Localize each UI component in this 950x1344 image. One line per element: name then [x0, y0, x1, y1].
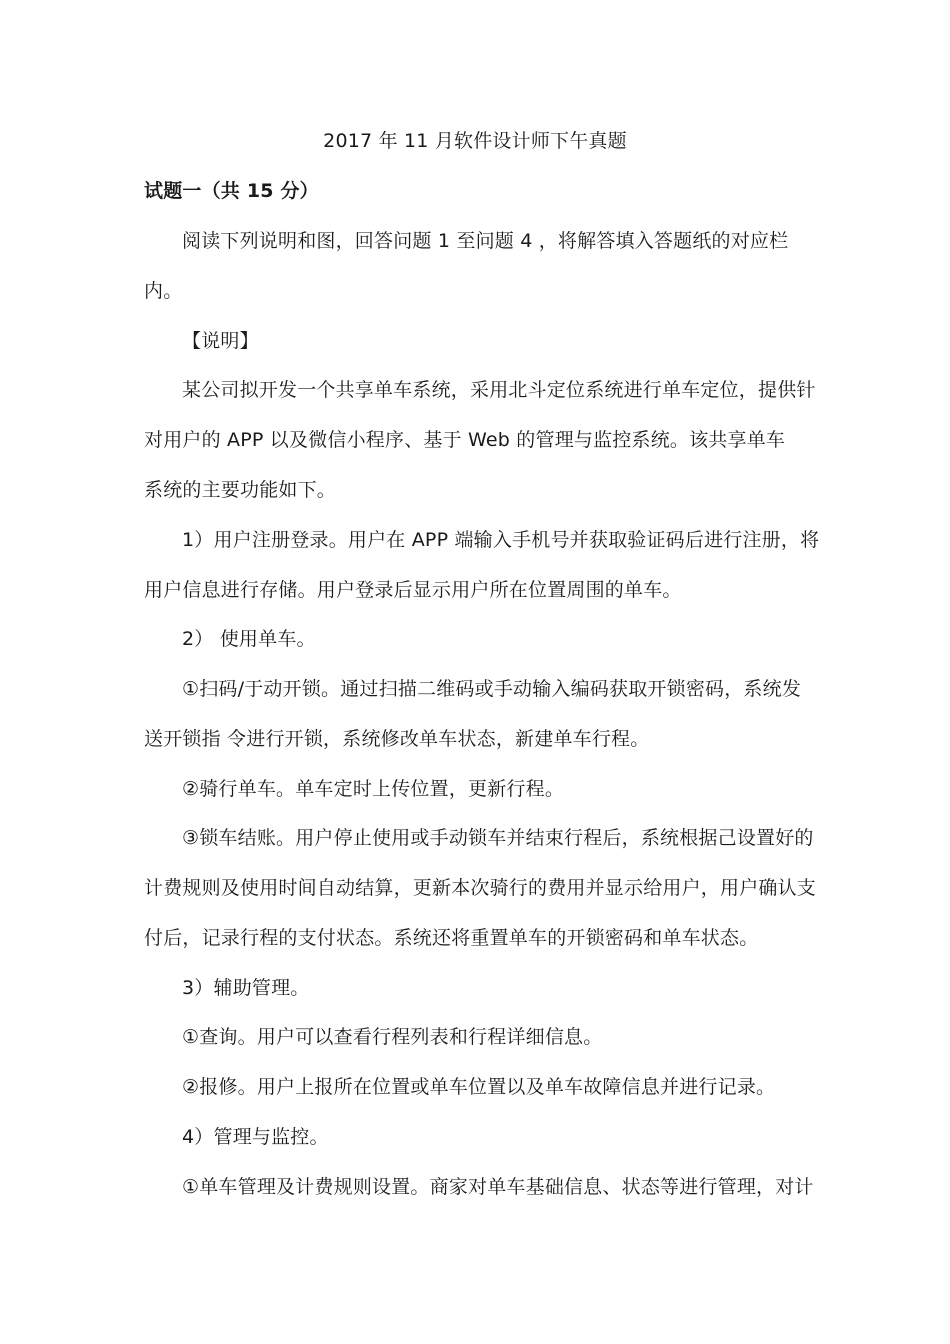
paragraph-line: ①单车管理及计费规则设置。商家对单车基础信息、状态等进行管理，对计 [182, 1176, 814, 1198]
paragraph-line: 内。 [144, 280, 183, 302]
paragraph-line: 某公司拟开发一个共享单车系统，采用北斗定位系统进行单车定位，提供针 [182, 379, 816, 401]
paragraph-line: ②报修。用户上报所在位置或单车位置以及单车故障信息并进行记录。 [182, 1076, 776, 1098]
paragraph-line: 付后，记录行程的支付状态。系统还将重置单车的开锁密码和单车状态。 [144, 927, 759, 949]
paragraph-line: 【说明】 [182, 330, 259, 352]
paragraph-line: 计费规则及使用时间自动结算，更新本次骑行的费用并显示给用户，用户确认支 [144, 877, 817, 899]
paragraph-line: 用户信息进行存储。用户登录后显示用户所在位置周围的单车。 [144, 579, 682, 601]
paragraph-line: 1）用户注册登录。用户在 APP 端输入手机号并获取验证码后进行注册，将 [182, 529, 820, 551]
paragraph-line: ①查询。用户可以查看行程列表和行程详细信息。 [182, 1026, 603, 1048]
section-heading: 试题一（共 15 分） [144, 180, 319, 202]
paragraph-line: 3）辅助管理。 [182, 977, 310, 999]
paragraph-line: 2） 使用单车。 [182, 628, 316, 650]
document-title: 2017 年 11 月软件设计师下午真题 [323, 130, 627, 152]
paragraph-line: 送开锁指 令进行开锁，系统修改单车状态，新建单车行程。 [144, 728, 650, 750]
paragraph-line: ③锁车结账。用户停止使用或手动锁车并结束行程后，系统根据己设置好的 [182, 827, 814, 849]
paragraph-line: 对用户的 APP 以及微信小程序、基于 Web 的管理与监控系统。该共享单车 [144, 429, 786, 451]
paragraph-line: 4）管理与监控。 [182, 1126, 329, 1148]
paragraph-line: 阅读下列说明和图，回答问题 1 至问题 4 ，将解答填入答题纸的对应栏 [182, 230, 789, 252]
paragraph-line: ②骑行单车。单车定时上传位置，更新行程。 [182, 778, 565, 800]
paragraph-line: 系统的主要功能如下。 [144, 479, 337, 501]
paragraph-line: ①扫码/于动开锁。通过扫描二维码或手动输入编码获取开锁密码，系统发 [182, 678, 802, 700]
